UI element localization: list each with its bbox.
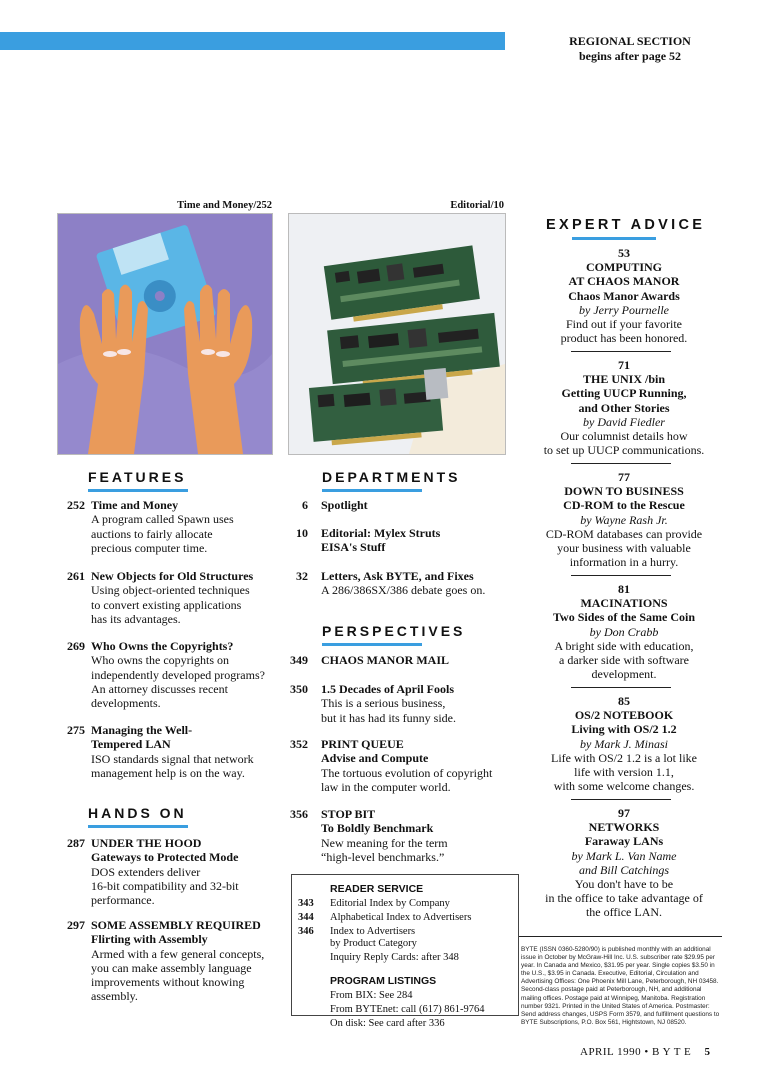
hands-disk-art (58, 214, 272, 454)
program-listings-heading: PROGRAM LISTINGS (330, 975, 437, 987)
separator-rule (571, 687, 671, 688)
expert-item[interactable]: 71 THE UNIX /bin Getting UUCP Running, and Other Stories by David Fiedler Our columnist details how to set up UUCP communications. (543, 358, 705, 458)
expert-advice-heading: EXPERT ADVICE (546, 217, 705, 240)
expansion-boards-art (289, 214, 505, 454)
publication-imprint: BYTE (ISSN 0360-5280/90) is published monthly with an additional issue in October by McGraw-Hill Inc. U.S. subscriber rate $29.95 per year. In Canada and Mexico, $31.95 per year. Single copies $3.50 in the U.S., $3.95 in Canada. Executive, Editorial, Circulation and Advertising Offices: One Phoenix Mill Lane, Peterborough, NH 03458. Second-class postage paid at Peterborough, NH, and additional mailing offices. Postage paid at Winnipeg, Manitoba. Registration number 9321. Printed in the United States of America. Postmaster: Send address changes, USPS Form 3579, and fulfillment questions to BYTE Subscriptions, P.O. Box 561, Hightstown, NJ 08520. (521, 946, 720, 1026)
expert-item[interactable]: 81 MACINATIONS Two Sides of the Same Coin by Don Crabb A bright side with education, a darker side with software development. (552, 582, 696, 682)
separator-rule (571, 575, 671, 576)
reader-service-row[interactable]: Editorial Index by Company (330, 898, 450, 909)
imprint-top-rule (519, 936, 722, 937)
reader-service-row[interactable]: Index to Advertisers (330, 926, 416, 937)
departments-heading: DEPARTMENTS (322, 469, 461, 492)
page-number: 5 (704, 1046, 711, 1058)
program-listing-row[interactable]: From BYTEnet: call (617) 861-9764 (330, 1004, 485, 1015)
expert-advice-heading-rule (572, 237, 656, 240)
program-listing-row[interactable]: On disk: See card after 336 (330, 1018, 445, 1029)
reader-service-row: by Product Category (330, 938, 417, 949)
expert-item[interactable]: 97 NETWORKS Faraway LANs by Mark L. Van Name and Bill Catchings You don't have to be in the office to take advantage of the office LAN. (545, 806, 703, 920)
expert-item[interactable]: 77 DOWN TO BUSINESS CD-ROM to the Rescue by Wayne Rash Jr. CD-ROM databases can provide your business with valuable information in a hurry. (545, 470, 703, 570)
hands-on-heading: HANDS ON (88, 805, 188, 828)
perspectives-heading: PERSPECTIVES (322, 623, 465, 646)
perspectives-heading-rule (322, 643, 422, 646)
expert-item[interactable]: 85 OS/2 NOTEBOOK Living with OS/2 1.2 by Mark J. Minasi Life with OS/2 1.2 is a lot like life with version 1.1, with some welcome changes. (551, 694, 697, 794)
editorial-photo (288, 213, 506, 455)
separator-rule (571, 799, 671, 800)
left-photo-caption: Time and Money/252 (177, 200, 272, 211)
reader-service-box: READER SERVICE 343 Editorial Index by Company 344 Alphabetical Index to Advertisers 346 Index to Advertisers by Product Category Inquiry Reply Cards: after 348 PROGRAM LISTINGS From BIX: See 284 From BYTEnet: call (617) 861-9764 On disk: See card after 336 (291, 874, 519, 1016)
features-heading: FEATURES (88, 469, 188, 492)
hands-on-heading-rule (88, 825, 188, 828)
program-listing-row[interactable]: From BIX: See 284 (330, 990, 413, 1001)
separator-rule (571, 351, 671, 352)
expert-item[interactable]: 53 COMPUTING AT CHAOS MANOR Chaos Manor Awards by Jerry Pournelle Find out if your favorite product has been honored. (560, 246, 688, 346)
reader-service-row[interactable]: Alphabetical Index to Advertisers (330, 912, 472, 923)
right-photo-caption: Editorial/10 (450, 200, 504, 211)
features-heading-rule (88, 489, 188, 492)
reader-service-heading: READER SERVICE (330, 883, 424, 895)
reader-service-row[interactable]: Inquiry Reply Cards: after 348 (330, 952, 459, 963)
time-and-money-illustration (57, 213, 273, 455)
page-footer: APRIL 1990 • B Y T E 5 (580, 1046, 711, 1058)
regional-section-note: REGIONAL SECTION begins after page 52 (569, 34, 691, 63)
departments-heading-rule (322, 489, 422, 492)
top-accent-bar (0, 32, 505, 50)
separator-rule (571, 463, 671, 464)
